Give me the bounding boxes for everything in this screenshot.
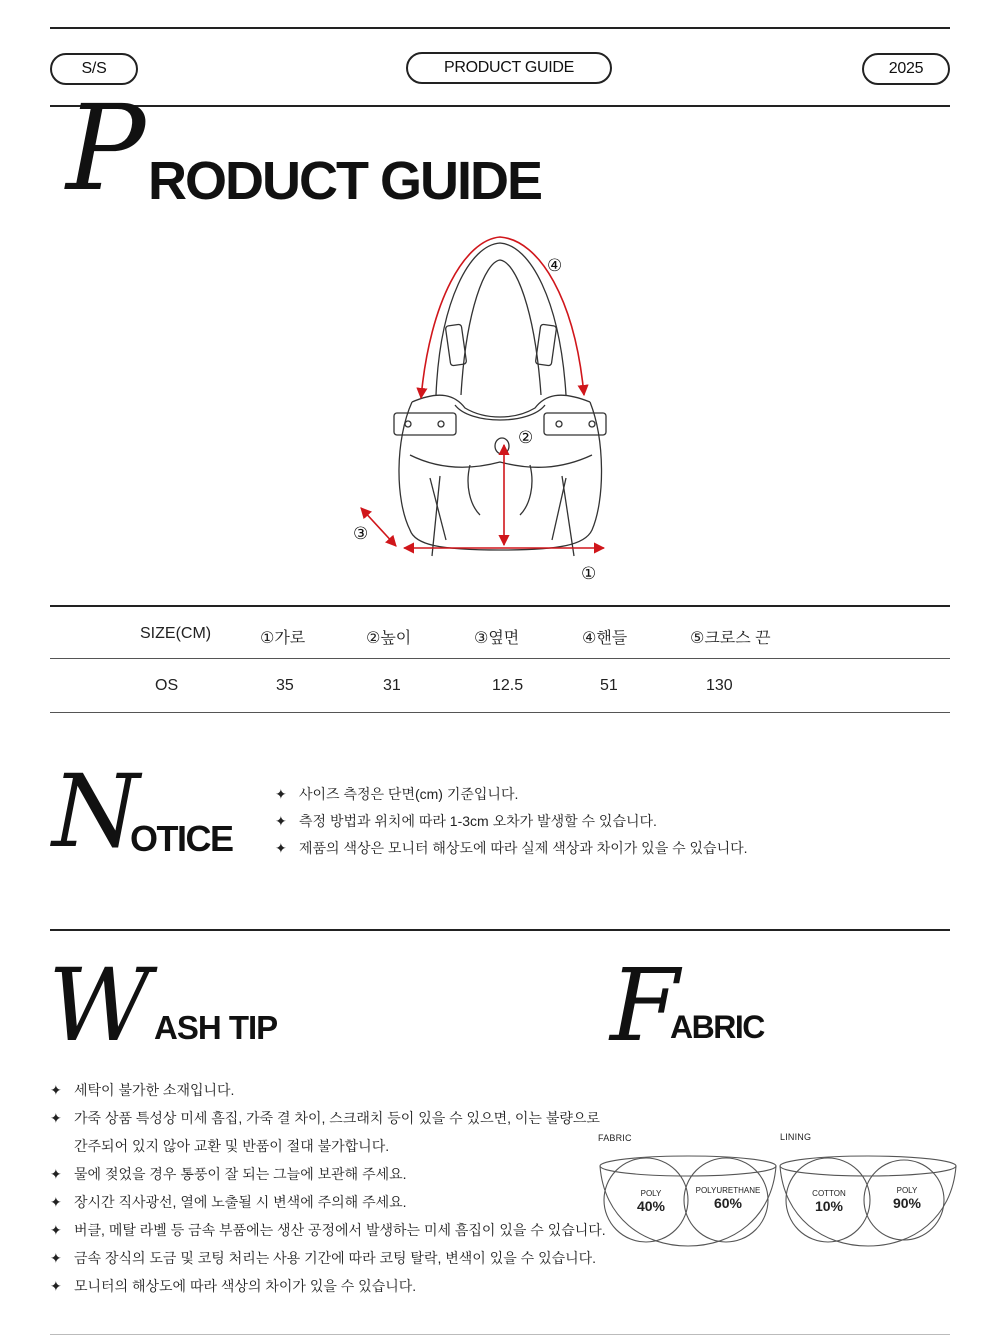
fabric-component-poly: POLY 40% bbox=[636, 1189, 666, 1214]
size-row-os-side: 12.5 bbox=[492, 677, 524, 694]
wash-tip-script-letter: W bbox=[48, 947, 151, 1064]
wash-tip-item: ✦ 세탁이 불가한 소재입니다. bbox=[50, 1076, 610, 1104]
four-point-star-icon: ✦ bbox=[50, 1194, 62, 1210]
size-table-top-rule bbox=[50, 605, 950, 607]
product-guide-heading bbox=[48, 79, 608, 217]
wash-tip-item: ✦ 장시간 직사광선, 열에 노출될 시 변색에 주의해 주세요. bbox=[50, 1188, 610, 1216]
wash-tip-title: ASH TIP bbox=[154, 1009, 278, 1046]
size-row-os-handle: 51 bbox=[600, 677, 618, 694]
lining-component-cotton: COTTON 10% bbox=[812, 1189, 846, 1214]
four-point-star-icon: ✦ bbox=[275, 786, 287, 802]
size-header-side: ③옆면 bbox=[474, 630, 520, 647]
notice-item: ✦ 제품의 색상은 모니터 해상도에 따라 실제 색상과 차이가 있을 수 있습니다. bbox=[275, 835, 955, 862]
size-row-os-label: OS bbox=[155, 677, 179, 694]
fabric-composition-label: FABRIC bbox=[598, 1133, 632, 1143]
size-header-label: SIZE(CM) bbox=[140, 625, 212, 642]
four-point-star-icon: ✦ bbox=[275, 840, 287, 856]
wash-tip-item: ✦ 가죽 상품 특성상 미세 흠집, 가죽 결 차이, 스크래치 등이 있을 수 있으면, 이는 불량으로 bbox=[50, 1104, 610, 1132]
fabric-heading bbox=[604, 947, 804, 1064]
four-point-star-icon: ✦ bbox=[275, 813, 287, 829]
size-header-handle: ④핸들 bbox=[582, 630, 628, 647]
notice-item: ✦ 측정 방법과 위치에 따라 1-3cm 오차가 발생할 수 있습니다. bbox=[275, 808, 955, 835]
size-table-mid-rule bbox=[50, 658, 950, 659]
notice-script-letter: N bbox=[52, 753, 140, 870]
notice-item: ✦ 사이즈 측정은 단면(cm) 기준입니다. bbox=[275, 781, 955, 808]
four-point-star-icon: ✦ bbox=[50, 1110, 62, 1126]
size-header-height: ②높이 bbox=[366, 630, 412, 647]
notice-list bbox=[275, 781, 955, 862]
wash-tip-heading bbox=[46, 947, 306, 1064]
section-divider bbox=[50, 929, 950, 931]
bottom-rule bbox=[50, 1334, 950, 1335]
wash-tip-item: ✦ 금속 장식의 도금 및 코팅 처리는 사용 기간에 따라 코팅 탈락, 변색이 있을 수 있습니다. bbox=[50, 1244, 610, 1272]
lining-composition-label: LINING bbox=[780, 1132, 812, 1142]
wash-tip-list bbox=[50, 1076, 610, 1300]
four-point-star-icon: ✦ bbox=[50, 1278, 62, 1294]
measurement-arrows bbox=[361, 237, 604, 548]
four-point-star-icon: ✦ bbox=[50, 1222, 62, 1238]
wash-tip-item: ✦ 버클, 메탈 라벨 등 금속 부품에는 생산 공정에서 발생하는 미세 흠집이 있을 수 있습니다. bbox=[50, 1216, 610, 1244]
product-guide-title: RODUCT GUIDE bbox=[148, 151, 541, 211]
bag-outline bbox=[394, 243, 606, 556]
marker-4-label: ④ bbox=[547, 256, 563, 275]
top-rule bbox=[50, 27, 950, 29]
size-row-os-cross-strap: 130 bbox=[706, 677, 733, 694]
fabric-title: ABRIC bbox=[670, 1009, 764, 1045]
size-row-os-width: 35 bbox=[276, 677, 294, 694]
size-row-os-height: 31 bbox=[383, 677, 401, 694]
four-point-star-icon: ✦ bbox=[50, 1166, 62, 1182]
notice-title: OTICE bbox=[130, 818, 233, 859]
fabric-component-polyurethane: POLYURETHANE 60% bbox=[695, 1186, 761, 1211]
season-badge: S/S bbox=[50, 53, 138, 85]
four-point-star-icon: ✦ bbox=[50, 1082, 62, 1098]
lining-component-poly: POLY 90% bbox=[892, 1186, 922, 1211]
marker-3-label: ③ bbox=[353, 524, 369, 543]
wash-tip-item: ✦ 물에 젖었을 경우 통풍이 잘 되는 그늘에 보관해 주세요. bbox=[50, 1160, 610, 1188]
fabric-script-letter: F bbox=[610, 947, 680, 1064]
product-guide-script-letter: P bbox=[66, 79, 146, 217]
notice-heading bbox=[46, 753, 266, 870]
marker-2-label: ② bbox=[518, 428, 534, 447]
header-title-badge: PRODUCT GUIDE bbox=[406, 52, 612, 84]
marker-1-label: ① bbox=[581, 564, 597, 583]
bag-measurement-diagram bbox=[340, 225, 660, 595]
size-table-bottom-rule bbox=[50, 712, 950, 713]
year-badge: 2025 bbox=[862, 53, 950, 85]
size-header-width: ①가로 bbox=[260, 630, 306, 647]
wash-tip-item-continuation: 간주되어 있지 않아 교환 및 반품이 절대 불가합니다. bbox=[74, 1138, 390, 1154]
size-header-cross-strap: ⑤크로스 끈 bbox=[690, 630, 771, 647]
four-point-star-icon: ✦ bbox=[50, 1250, 62, 1266]
wash-tip-item: ✦ 모니터의 해상도에 따라 색상의 차이가 있을 수 있습니다. bbox=[50, 1272, 610, 1300]
